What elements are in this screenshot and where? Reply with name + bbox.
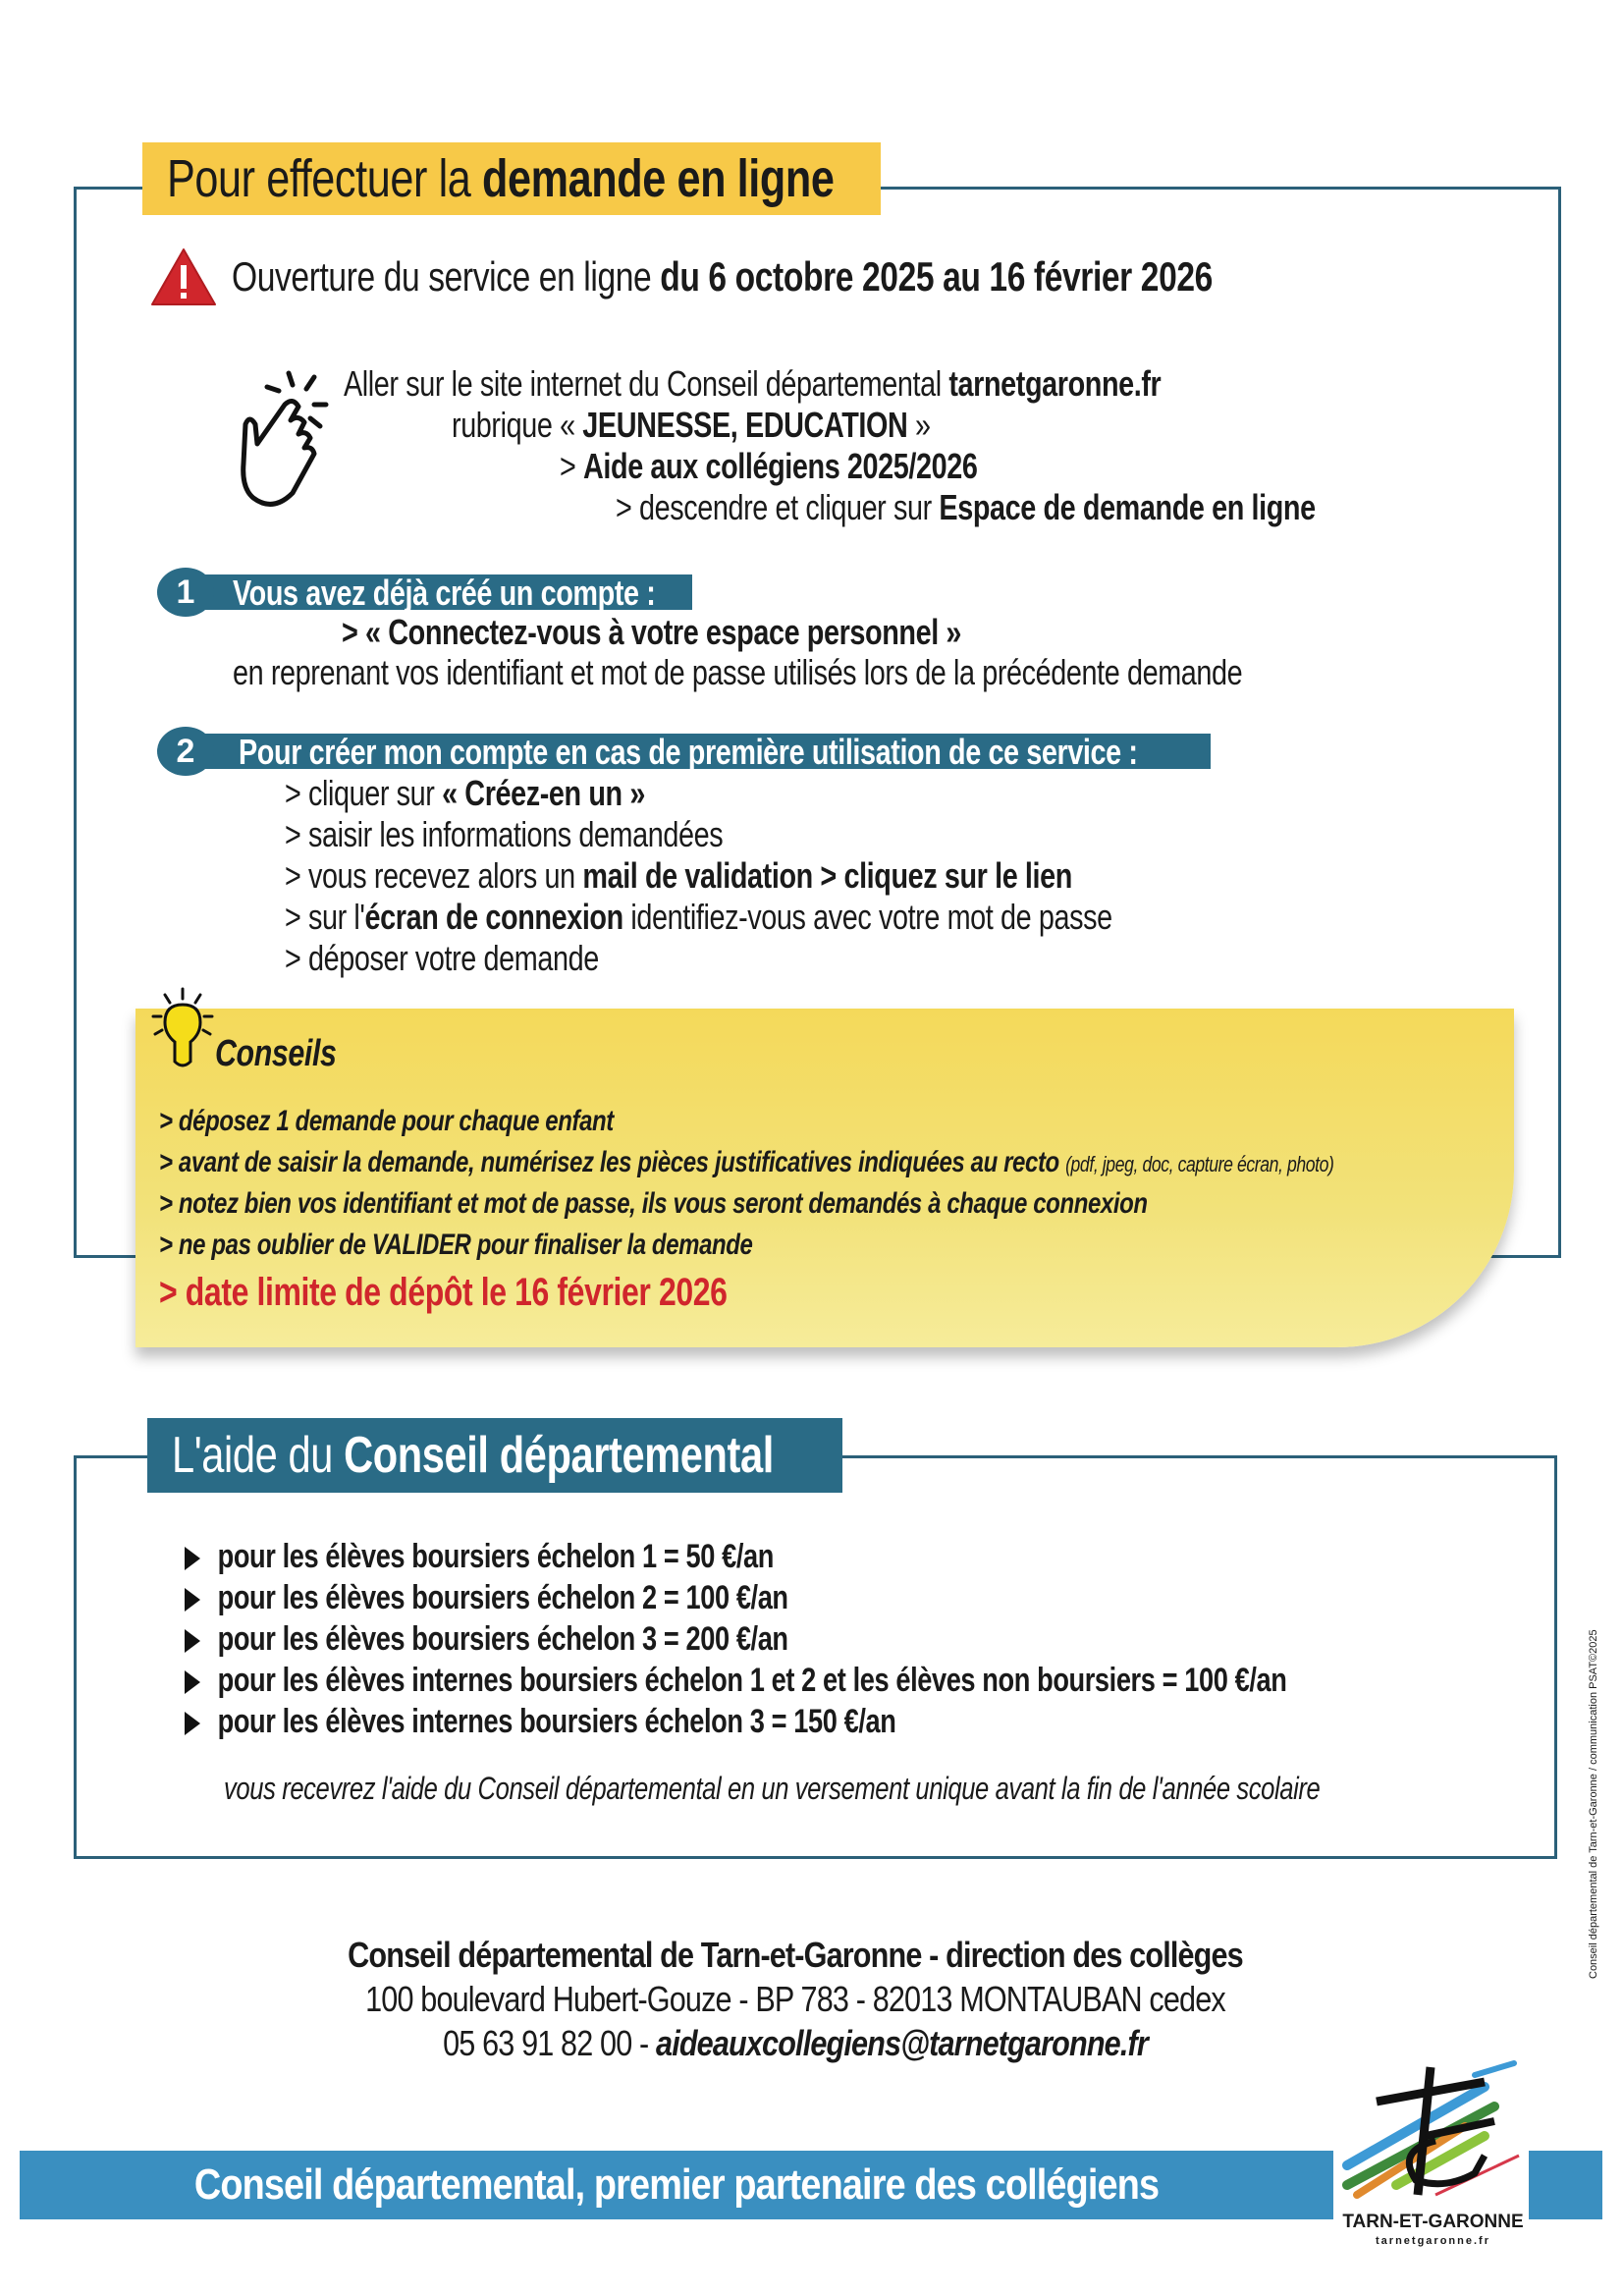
contact-phone-email: 05 63 91 82 00 - aideauxcollegiens@tarnetgaronne.fr	[443, 2023, 1148, 2063]
contact-address: 100 boulevard Hubert-Gouze - BP 783 - 82013 MONTAUBAN cedex	[365, 1979, 1225, 2019]
aid-title: L'aide du Conseil départemental	[172, 1427, 774, 1484]
case2-number: 2	[157, 727, 214, 776]
deadline: > date limite de dépôt le 16 février 2026	[159, 1271, 728, 1314]
triangle-bullet-icon	[185, 1547, 200, 1570]
case1-line1: > « Connectez-vous à votre espace personnel »	[342, 612, 962, 652]
aid-item: pour les élèves internes boursiers échelon 1 et 2 et les élèves non boursiers = 100 €/an	[185, 1662, 1286, 1700]
case2-line: > sur l'écran de connexion identifiez-vous avec votre mot de passe	[285, 897, 1112, 937]
pointing-hand-icon	[224, 365, 337, 513]
aid-item: pour les élèves boursiers échelon 3 = 200 €/an	[185, 1620, 788, 1659]
contact-email[interactable]: aideauxcollegiens@tarnetgaronne.fr	[656, 2023, 1148, 2063]
warning-icon	[150, 247, 217, 306]
logo-site: tarnetgaronne.fr	[1376, 2235, 1490, 2247]
tip-item: > déposez 1 demande pour chaque enfant	[159, 1105, 614, 1137]
tip-item: > avant de saisir la demande, numérisez les pièces justificatives indiquées au recto (pdf, jpeg, doc, capture écran, photo)	[159, 1146, 1334, 1178]
aid-item: pour les élèves boursiers échelon 2 = 100 €/an	[185, 1579, 788, 1617]
case2-heading: Pour créer mon compte en cas de première utilisation de ce service :	[239, 732, 1138, 772]
tip-item: > ne pas oublier de VALIDER pour finaliser la demande	[159, 1229, 753, 1261]
case1-line2: en reprenant vos identifiant et mot de passe utilisés lors de la précédente demande	[233, 652, 1243, 692]
opening-dates: Ouverture du service en ligne du 6 octobre 2025 au 16 février 2026	[232, 253, 1213, 300]
aid-item: pour les élèves internes boursiers échelon 3 = 150 €/an	[185, 1703, 895, 1741]
triangle-bullet-icon	[185, 1588, 200, 1612]
case2-line: > saisir les informations demandées	[285, 814, 724, 854]
step-line-2: rubrique « JEUNESSE, EDUCATION »	[452, 405, 931, 445]
online-title: Pour effectuer la demande en ligne	[167, 149, 835, 208]
tarn-et-garonne-logo	[1337, 2057, 1529, 2205]
banner-end-block	[1529, 2151, 1602, 2219]
banner-text: Conseil départemental, premier partenaire des collégiens	[193, 2160, 1160, 2209]
lightbulb-icon	[147, 987, 218, 1071]
triangle-bullet-icon	[185, 1712, 200, 1735]
case2-line: > déposer votre demande	[285, 938, 599, 978]
case1-heading: Vous avez déjà créé un compte :	[233, 573, 656, 613]
logo-name: TARN-ET-GARONNE	[1342, 2212, 1524, 2232]
contact-block	[196, 1933, 1394, 2065]
case1-number: 1	[157, 568, 214, 617]
contact-org: Conseil départemental de Tarn-et-Garonne - direction des collèges	[348, 1935, 1243, 1975]
aid-note: vous recevrez l'aide du Conseil départemental en un versement unique avant la fin de l'année scolaire	[224, 1771, 1321, 1806]
tips-title: Conseils	[215, 1033, 337, 1074]
step-line-1: Aller sur le site internet du Conseil départemental tarnetgaronne.fr	[344, 363, 1162, 404]
case2-line: > vous recevez alors un mail de validation > cliquez sur le lien	[285, 855, 1072, 896]
tip-item: > notez bien vos identifiant et mot de passe, ils vous seront demandés à chaque connexion	[159, 1187, 1148, 1220]
aid-item: pour les élèves boursiers échelon 1 = 50 €/an	[185, 1538, 774, 1576]
triangle-bullet-icon	[185, 1670, 200, 1694]
step-line-3: > Aide aux collégiens 2025/2026	[560, 446, 978, 486]
print-credit: Conseil départemental de Tarn-et-Garonne / communication PSAT©2025	[1588, 1629, 1599, 1979]
case2-line: > cliquer sur « Créez-en un »	[285, 773, 645, 813]
triangle-bullet-icon	[185, 1629, 200, 1653]
step-line-4: > descendre et cliquer sur Espace de demande en ligne	[616, 487, 1316, 527]
